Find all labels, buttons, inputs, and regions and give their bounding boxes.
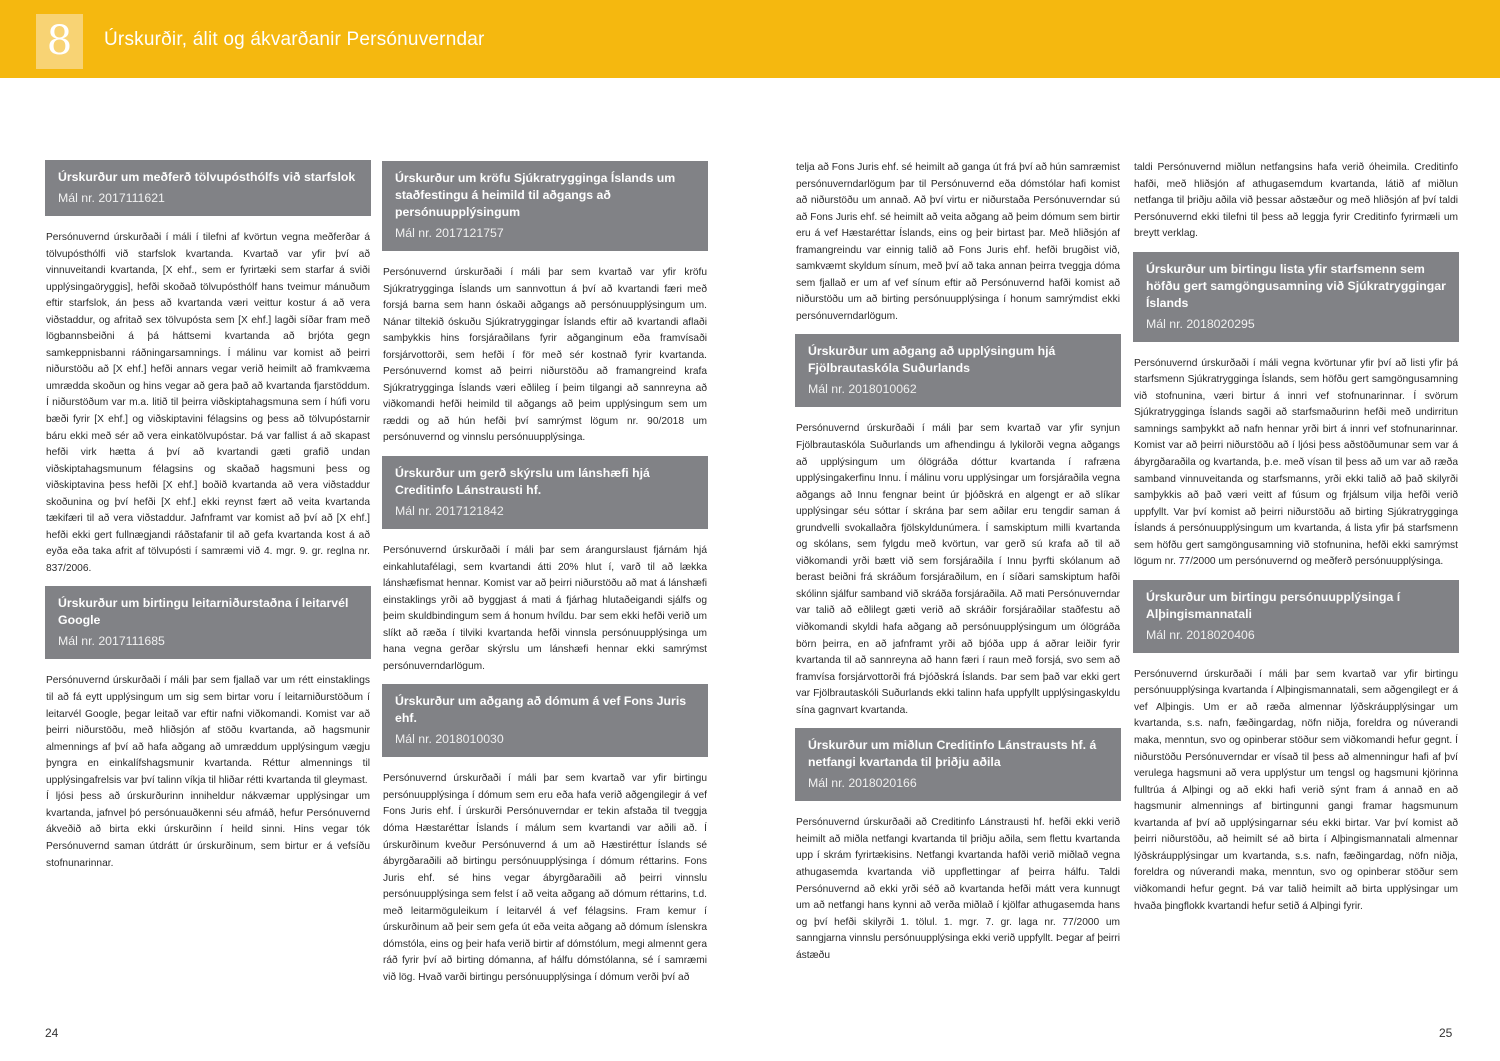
case-number: Mál nr. 2018020295 [1146, 316, 1255, 331]
case-body [382, 757, 708, 995]
case-title: Úrskurður um gerð skýrslu um lánshæfi hjá Creditinfo Lánstrausti hf. [395, 466, 650, 498]
case-block [382, 684, 708, 995]
case-header [382, 456, 708, 529]
case-block [1133, 580, 1459, 924]
case-paragraph: Persónuvernd úrskurðaði í máli þar sem kvartað var yfir birtingu persónuupplýsinga kvartanda í Alþingismannatali, sem aðgengilegt er á vef Alþingis. Um er að ræða almennar lýðskráupplýsingar um kvartanda, s.s. nafn, fæðingardag, nöfn niðja, foreldra og núverandi maka, menntun, svo og opinberar stöður sem viðkomandi hefur gegnt. Í niðurstöðu Persónuverndar er vísað til þess að almenningur hafi af því verulega hagsmuni að vera upplýstur um tengsl og hagsmuni kjörinna fulltrúa á Alþingi og að ekki hafi verið sýnt fram á annað en að hagsmunir almennings af birtingunni gangi framar hagsmunum kvartanda af því að upplýsingarnar séu ekki birtar. Var því komist að þeirri niðurstöðu, að heimilt sé að birta í Alþingismannatali almennar lýðskráupplýsingar um kvartanda, s.s. nafn, fæðingardag, nöfn niðja, foreldra og núverandi maka, menntun, svo og opinberar stöður sem viðkomandi hefur gegnt. Þá var talið heimilt að birta upplýsingar um hvaða þingflokk kvartandi hefur setið á Alþingi fyrir. [1134, 668, 1458, 912]
case-paragraph: Í ljósi þess að úrskurðurinn inniheldur nákvæmar upplýsingar um kvartanda, jafnvel þó persónuauðkenni séu afmáð, hefur Persónuvernd ákveðið að birta ekki úrskurðinn í heild sinni. Hins vegar tók Persónuvernd saman útdrátt úr úrskurðinum, sem birtur er á vefsíðu stofnunarinnar. [46, 791, 370, 869]
case-number: Mál nr. 2018020166 [808, 776, 917, 791]
case-number: Mál nr. 2017121757 [395, 226, 504, 240]
column-2 [382, 161, 708, 996]
case-title: Úrskurður um birtingu lista yfir starfsmenn sem höfðu gert samgöngusamning við Sjúkratryggingar Íslands [1146, 261, 1446, 310]
continued-text [795, 160, 1121, 334]
case-block [45, 160, 371, 586]
case-number: Mál nr. 2017121842 [395, 504, 504, 519]
case-header [1133, 580, 1459, 653]
case-body [795, 801, 1121, 973]
chapter-title: Úrskurðir, álit og ákvarðanir Persónuverndar [104, 29, 485, 50]
case-paragraph: Persónuvernd úrskurðaði í máli í tilefni af kvörtun vegna meðferðar á tölvupósthólfi við starfslok kvartanda. Kvartað var yfir því að vinnuveitandi kvartanda, [X ehf., sem er fyrirtæki sem starfar á sviði upplýsingaöryggis], hefði skoðað tölvupósthólf hans tveimur mánuðum eftir starfslok, án þess að kvartanda væri veittur kostur á að vera viðstaddur, og afritað sex tölvupósta sem [X ehf.] lagði síðar fram með lögbannsbeiðni á þá háttsemi kvartanda að brjóta gegn samkeppnisbanni ráðningarsamnings. Í málinu var komist að þeirri niðurstöðu að [X ehf.] hefði annars vegar verið heimilt að framkvæma umrædda skoðun og hins vegar að gera það að kvartanda fjarstöddum. Í niðurstöðum var m.a. litið til þeirra viðskiptahagsmuna sem í húfi voru bæði fyrir [X ehf.] og viðskiptavini félagsins og þess að tölvupóstarnir báru ekki með sér að vera einkatölvupóstar. Þá var fallist á að skapast hefði virk hætta á því að kvartandi gæti grafið undan viðskiptahagsmunum félagsins og skaðað hagsmuni þess og viðskiptavina þess hefði [X ehf.] boðið kvartanda að vera viðstaddur skoðunina og því hefði [X ehf.] ekki reynst fært að veita kvartanda tækifæri til að vera viðstaddur. Jafnframt var komist að því að [X ehf.] hefði ekki gert fullnægjandi ráðstafanir til að gefa kvartanda kost á að eyða eða taka afrit af tölvupósti í samræmi við 4. mgr. 9. gr. reglna nr. 837/2006. [46, 232, 370, 574]
case-body [1133, 653, 1459, 924]
case-title: Úrskurður um aðgang að upplýsingum hjá Fjölbrautaskóla Suðurlands [808, 344, 1056, 376]
case-block [1133, 252, 1459, 580]
case-paragraph: taldi Persónuvernd miðlun netfangsins hafa verið óheimila. Creditinfo hafði, með hliðsjón af athugasemdum kvartanda, látið af miðlun netfanga til þriðju aðila við þessar aðstæður og með hliðsjón af því taldi Persónuvernd ekki tilefni til þess að leggja fyrir Creditinfo fyrirmæli um breytt verklag. [1134, 162, 1458, 240]
case-header [45, 586, 371, 659]
page-number-left: 24 [45, 1026, 59, 1040]
column-1 [45, 160, 371, 881]
case-paragraph: Persónuvernd úrskurðaði að Creditinfo Lánstrausti hf. hefði ekki verið heimilt að miðla netfangi kvartanda til þriðju aðila, sem flettu kvartanda upp í skrám fyrirtækisins. Netfangi kvartanda hafði verið miðlað vegna athugasemda kvartanda við uppflettingar af þeirra hálfu. Taldi Persónuvernd að ekki yrði séð að kvartanda hefði mátt vera kunnugt um að netfangi hans kynni að verða miðlað í kjölfar athugasemda hans og því hefði skilyrði 1. tölul. 1. mgr. 7. gr. laga nr. 77/2000 um sanngjarna vinnslu persónuupplýsinga ekki verið uppfyllt. Þegar af þeirri ástæðu [796, 817, 1120, 961]
continued-text [1133, 160, 1459, 252]
case-number: Mál nr. 2018020406 [1146, 627, 1255, 642]
case-block [795, 334, 1121, 728]
case-block [382, 456, 708, 684]
case-title: Úrskurður um birtingu leitarniðurstaðna í leitarvél Google [58, 596, 349, 628]
case-header [795, 728, 1121, 801]
case-header [382, 684, 708, 757]
case-paragraph: Persónuvernd úrskurðaði í máli vegna kvörtunar yfir því að listi yfir þá starfsmenn Sjúkratrygginga Íslands, sem höfðu gert samgöngusamning við stofnunina, væri birtur á innri vef stofnunarinnar. Í svörum Sjúkratrygginga Íslands sagði að starfsmaðurinn hefði með undirritun samnings samþykkt að nafn hennar yrði birt á innri vef stofnunarinnar. Komist var að þeirri niðurstöðu að í ljósi þess aðstöðumunar sem var á ábyrgðaraðila og kvartanda, þ.e. með vísan til þess að um var að ræða samband vinnuveitanda og starfsmanns, yrði ekki talið að það skilyrði samþykkis að það væri veitt af fúsum og frjálsum vilja hefði verið uppfyllt. Var því komist að þeirri niðurstöðu að birting Sjúkratrygginga Íslands á persónuupplýsingum um kvartanda, á lista yfir þá starfsmenn sem höfðu gert samgöngusamning við stofnunina, hefði ekki samrýmst lögum nr. 77/2000 um persónuvernd og meðferð persónuupplýsinga. [1134, 357, 1458, 568]
case-block [45, 586, 371, 881]
case-header [1133, 252, 1459, 342]
chapter-number-badge: 8 [36, 14, 83, 69]
column-4 [1133, 160, 1459, 924]
page-number-right: 25 [1439, 1026, 1453, 1040]
chapter-header-bar [0, 0, 1500, 78]
case-title: Úrskurður um kröfu Sjúkratrygginga Íslands um staðfestingu á heimild til aðgangs að persónuupplýsingum [395, 171, 676, 219]
case-number: Mál nr. 2018010030 [395, 732, 504, 747]
case-paragraph: Persónuvernd úrskurðaði í máli þar sem árangurslaust fjárnám hjá einkahlutafélagi, sem kvartandi átti 20% hlut í, varð til að lækka lánshæfismat hennar. Komist var að þeirri niðurstöðu að mat á lánshæfi einstaklings yrði að byggjast á mati á fjárhag hlutaðeigandi sjálfs og þeim skuldbindingum sem á honum hvíldu. Þar sem ekki hefði verið um slíkt að ræða í tilviki kvartanda hefði vinnsla persónuupplýsinga um hana vegna gerðar skýrslu um lánshæfi hennar ekki samrýmst persónuverndarlögum. [383, 545, 707, 672]
case-body [45, 659, 371, 881]
case-number: Mál nr. 2017111621 [58, 191, 165, 205]
case-header [45, 160, 371, 216]
case-paragraph: telja að Fons Juris ehf. sé heimilt að ganga út frá því að hún samræmist persónuverndarlögum þar til Persónuvernd eða dómstólar hafi komist að niðurstöðu um annað. Að því virtu er niðurstaða Persónuverndar sú að Fons Juris ehf. sé heimilt að veita aðgang að þeim dómum sem birtir eru á vef Hæstaréttar Íslands, eins og þeir birtast þar. Með hliðsjón af framangreindu var einnig talið að Fons Juris ehf. hefði brugðist við, samkvæmt skyldum sínum, með því að taka annan þeirra tveggja dóma sem fjallað er um af vef sínum eftir að Persónuvernd hafði komist að niðurstöðu um að birting persónuupplýsinga í honum samrýmdist ekki persónuverndarlögum. [796, 162, 1120, 322]
case-number: Mál nr. 2017111685 [58, 634, 165, 649]
case-header [795, 334, 1121, 407]
case-body [1133, 342, 1459, 580]
column-3 [795, 160, 1121, 973]
case-title: Úrskurður um birtingu persónuupplýsinga í Alþingismannatali [1146, 589, 1401, 621]
case-title: Úrskurður um miðlun Creditinfo Lánstrausts hf. á netfangi kvartanda til þriðju aðila [808, 738, 1097, 770]
case-title: Úrskurður um aðgang að dómum á vef Fons Juris ehf. [395, 694, 687, 726]
case-body [45, 216, 371, 586]
case-paragraph: Persónuvernd úrskurðaði í máli þar sem kvartað var yfir kröfu Sjúkratrygginga Íslands um sannvottun á því að kvartandi færi með forsjá barna sem hann óskaði aðgangs að persónuupplýsingum um. Nánar tiltekið óskuðu Sjúkratryggingar Íslands eftir að kvartandi aflaði samþykkis hins forsjáraðilans fyrir aðganginum eða framvísaði forsjárvottorði, sem hefði í för með sér kostnað fyrir kvartanda. Persónuvernd komst að þeirri niðurstöðu að framangreind krafa Sjúkratrygginga Íslands væri eðlileg í þeim tilgangi að sannreyna að viðkomandi hefði heimild til aðgangs að þeim upplýsingum sem um ræddi og að hún hefði því samrýmst lögum nr. 90/2018 um persónuvernd og vinnslu persónuupplýsinga. [383, 267, 707, 444]
case-paragraph: Persónuvernd úrskurðaði í máli þar sem kvartað var yfir birtingu persónuupplýsinga í dómum sem eru eða hafa verið aðgengilegir á vef Fons Juris ehf. Í úrskurði Persónuverndar er tekin afstaða til tveggja dóma Hæstaréttar Íslands í málum sem kvartandi var aðili að. Í úrskurðinum kveður Persónuvernd á um að Hæstiréttur Íslands sé ábyrgðaraðili að birtingu persónuupplýsinga í dómum réttarins. Fons Juris ehf. sé hins vegar ábyrgðaraðili að þeirri vinnslu persónuupplýsinga sem felst í að veita aðgang að dómum réttarins, t.d. með leitarmöguleikum í leitarvél á vef félagsins. Fram kemur í úrskurðinum að þeir sem gefa út eða veita aðgang að dómum íslenskra dómstóla, eins og þeir hafa verið birtir af dómstólum, megi almennt gera ráð fyrir því að birting dómanna, af hálfu dómstólanna, sé í samræmi við lög. Hvað varði birtingu persónuupplýsinga í dómum verði því að [383, 773, 707, 983]
case-block [382, 161, 708, 456]
case-block [795, 728, 1121, 973]
case-paragraph: Persónuvernd úrskurðaði í máli þar sem fjallað var um rétt einstaklings til að fá eytt upplýsingum um sig sem birtar voru í leitarniðurstöðum í leitarvél Google, þegar leitað var eftir nafni viðkomandi. Komist var að þeirri niðurstöðu, með hliðsjón af stöðu kvartanda, að hagsmunir almennings af því að hafa aðgang að umræddum upplýsingum vægju þyngra en einkalífshagsmunir kvartanda. Réttur almennings til upplýsingafrelsis var því talinn víkja til hliðar rétti kvartanda til gleymast. [46, 675, 370, 786]
case-body [382, 251, 708, 456]
case-header [382, 161, 708, 251]
case-number: Mál nr. 2018010062 [808, 382, 917, 397]
case-title: Úrskurður um meðferð tölvupósthólfs við starfslok [58, 170, 356, 184]
case-paragraph: Persónuvernd úrskurðaði í máli þar sem kvartað var yfir synjun Fjölbrautaskóla Suðurlands um afhendingu á lykilorði vegna aðgangs að upplýsingum um ólögráða dóttur kvartanda í rafræna upplýsingakerfinu Innu. Í málinu voru upplýsingar um forsjáraðila vegna aðgangs að Innu fengnar beint úr þjóðskrá en algengt er að slíkar upplýsingar séu sóttar í skrána þar sem aðilar eru tengdir saman á grundvelli svokallaðra fjölskyldunúmera. Í samskiptum milli kvartanda og skólans, sem fylgdu með kvörtun, var gerð sú krafa að til að viðkomandi yrði bætt við sem forsjáraðila í Innu þyrfti skólanum að berast beiðni frá skráðum forsjáraðilum, en í síðari samskiptum hafði skólinn sjálfur samband við skráða forsjáraðila. Að mati Persónuverndar var talið að eðlilegt gæti verið að skráðir forsjáraðilar staðfestu að viðkomandi skyldi hafa aðgang að persónuupplýsingum um ólögráða börn þeirra, en að jafnframt yrði að bjóða upp á aðrar leiðir fyrir kvartanda til að sannreyna að hann færi í raun með forsjá, svo sem að framvísa forsjárvottorði frá Þjóðskrá Íslands. Þar sem það var ekki gert var Fjölbrautaskóli Suðurlands ekki talinn hafa uppfyllt upplýsingaskyldu sína gagnvart kvartanda. [796, 423, 1120, 716]
case-body [382, 529, 708, 684]
case-body [795, 407, 1121, 728]
